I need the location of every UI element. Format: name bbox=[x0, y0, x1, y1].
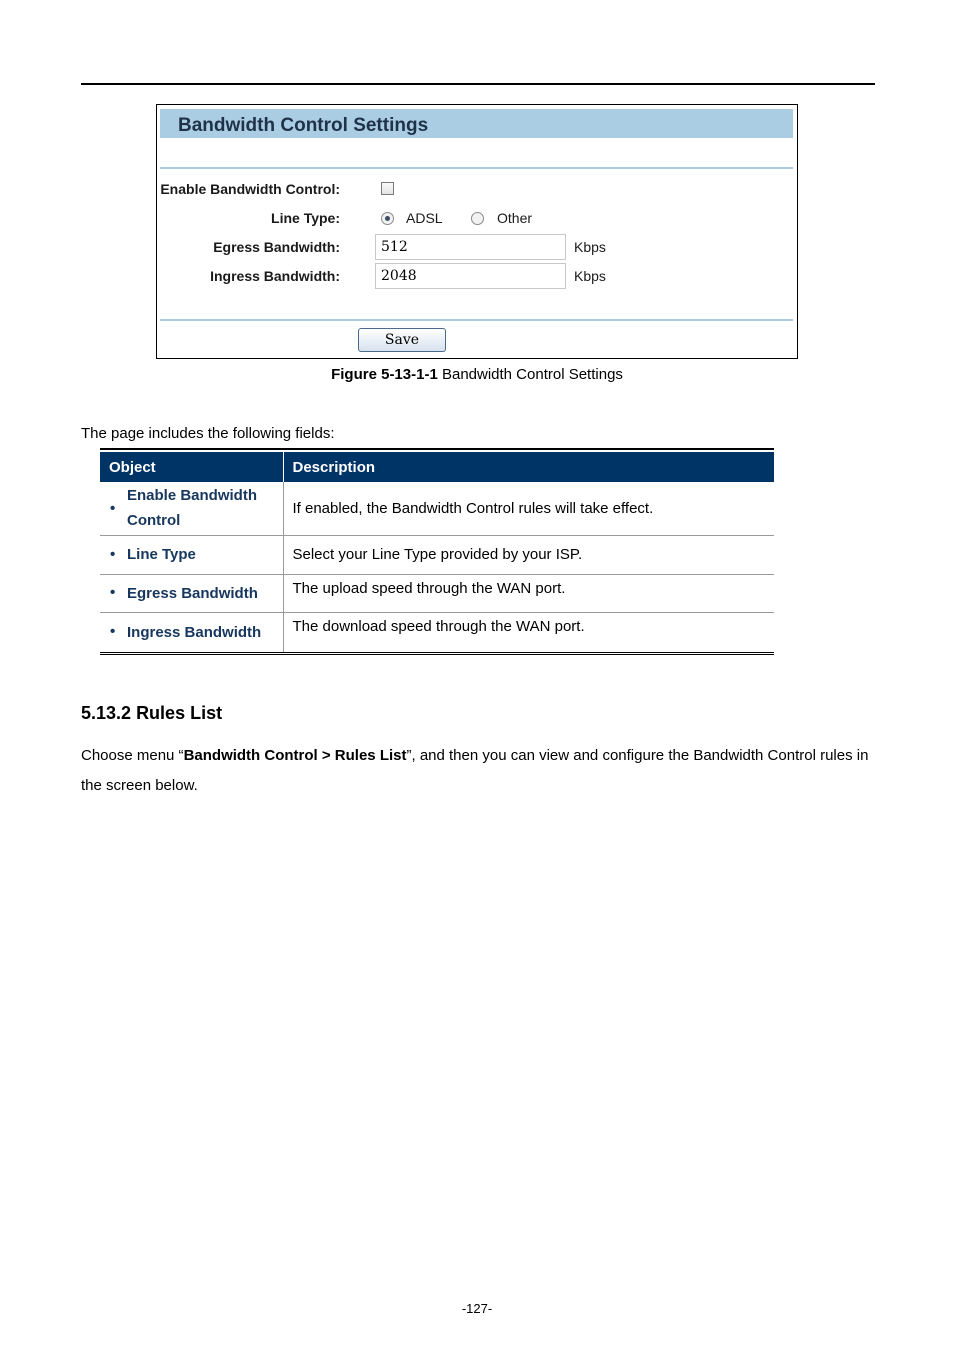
enable-bandwidth-label: Enable Bandwidth Control: bbox=[160, 181, 340, 197]
row-description: The download speed through the WAN port. bbox=[292, 617, 585, 635]
row-description: The upload speed through the WAN port. bbox=[283, 574, 774, 612]
row-object: • Enable Bandwidth Control bbox=[100, 482, 283, 535]
page-top-rule bbox=[81, 83, 875, 85]
line-type-adsl-radio[interactable] bbox=[381, 212, 394, 225]
figure-title: Bandwidth Control Settings bbox=[178, 115, 429, 136]
fields-table bbox=[100, 452, 774, 652]
egress-bandwidth-label: Egress Bandwidth: bbox=[213, 239, 340, 255]
bandwidth-settings-figure bbox=[156, 104, 798, 359]
section-paragraph bbox=[81, 741, 881, 801]
fields-table-wrapper bbox=[100, 448, 774, 655]
table-row bbox=[100, 612, 774, 652]
para-prefix: Choose menu “ bbox=[81, 747, 184, 764]
header-object: Object bbox=[100, 452, 283, 482]
figure-divider-top bbox=[160, 167, 793, 169]
ingress-unit: Kbps bbox=[574, 268, 606, 284]
table-row bbox=[100, 482, 774, 535]
ingress-bandwidth-label: Ingress Bandwidth: bbox=[210, 268, 340, 284]
figure-header bbox=[160, 109, 793, 138]
save-button[interactable]: Save bbox=[358, 328, 446, 352]
header-description: Description bbox=[283, 452, 774, 482]
figure-caption bbox=[0, 366, 954, 383]
table-row bbox=[100, 535, 774, 574]
line-type-label: Line Type: bbox=[271, 210, 340, 226]
row-description: If enabled, the Bandwidth Control rules will take effect. bbox=[283, 482, 774, 535]
section-title: Rules List bbox=[136, 703, 223, 723]
para-suffix: ”, and then you can view and configure the Bandwidth Control rules in the screen below. bbox=[81, 747, 869, 794]
row-object: • Ingress Bandwidth bbox=[100, 612, 283, 652]
menu-path: Bandwidth Control > Rules List bbox=[183, 747, 407, 764]
row-description: Select your Line Type provided by your ISP. bbox=[283, 535, 774, 574]
table-bottom-rule bbox=[100, 652, 774, 655]
figure-divider-bottom bbox=[160, 319, 793, 321]
row-object: • Egress Bandwidth bbox=[100, 574, 283, 612]
row-object: • Line Type bbox=[100, 535, 283, 574]
ingress-bandwidth-input[interactable] bbox=[375, 263, 566, 289]
page-number: -127- bbox=[461, 1301, 493, 1316]
table-row bbox=[100, 574, 774, 612]
intro-text: The page includes the following fields: bbox=[81, 425, 335, 442]
caption-text: Bandwidth Control Settings bbox=[441, 366, 623, 383]
table-header-row bbox=[100, 452, 774, 482]
egress-bandwidth-input[interactable] bbox=[375, 234, 566, 260]
table-top-rule bbox=[100, 448, 774, 450]
line-type-adsl-label: ADSL bbox=[406, 210, 443, 226]
section-heading bbox=[81, 703, 222, 724]
line-type-other-radio[interactable] bbox=[471, 212, 484, 225]
section-number: 5.13.2 bbox=[81, 703, 132, 723]
caption-number: Figure 5-13-1-1 bbox=[331, 366, 438, 383]
enable-bandwidth-checkbox[interactable] bbox=[381, 182, 394, 195]
line-type-other-label: Other bbox=[497, 210, 533, 226]
egress-unit: Kbps bbox=[574, 239, 606, 255]
